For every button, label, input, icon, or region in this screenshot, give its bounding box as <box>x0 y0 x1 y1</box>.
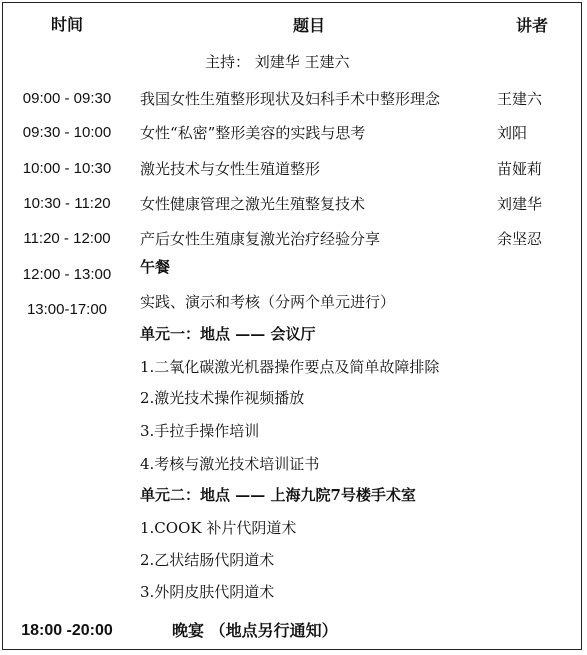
session-time: 10:30 - 11:20 <box>23 195 111 212</box>
session-speaker: 王建六 <box>497 90 543 108</box>
list-item <box>0 385 587 411</box>
session-time: 11:20 - 12:00 <box>23 230 111 247</box>
list-item <box>0 418 587 444</box>
unit1-item: 4.考核与激光技术培训证书 <box>140 455 320 473</box>
unit1-heading-row <box>0 321 587 347</box>
header-topic: 题目 <box>293 16 326 35</box>
session-row <box>0 120 587 146</box>
unit1-item: 2.激光技术操作视频播放 <box>140 389 305 407</box>
dinner-row <box>0 618 587 644</box>
session-title: 女性“私密”整形美容的实践与思考 <box>140 124 366 142</box>
session-time: 10:00 - 10:30 <box>22 160 112 177</box>
lunch-time: 12:00 - 13:00 <box>22 266 112 283</box>
unit1-item: 1.二氧化碳激光机器操作要点及简单故障排除 <box>140 358 440 376</box>
session-title: 女性健康管理之激光生殖整复技术 <box>140 195 366 213</box>
unit1-heading: 单元一：地点 —— 会议厅 <box>140 325 316 343</box>
session-row <box>0 191 587 217</box>
dinner-title: 晚宴 （地点另行通知） <box>172 621 338 640</box>
list-item <box>0 547 587 573</box>
session-title: 激光技术与女性生殖道整形 <box>140 160 321 178</box>
unit1-item: 3.手拉手操作培训 <box>140 422 260 440</box>
session-title: 我国女性生殖整形现状及妇科手术中整形理念 <box>140 90 441 108</box>
header-row <box>0 13 587 39</box>
unit2-heading: 单元二：地点 —— 上海九院7号楼手术室 <box>140 486 416 504</box>
session-title: 产后女性生殖康复激光治疗经验分享 <box>140 230 381 248</box>
session-speaker: 刘建华 <box>497 195 543 213</box>
dinner-time: 18:00 -20:00 <box>21 622 113 639</box>
session-time: 09:30 - 10:00 <box>22 124 112 141</box>
unit2-heading-row <box>0 482 587 508</box>
header-speaker: 讲者 <box>516 16 549 35</box>
unit2-item: 2.乙状结肠代阴道术 <box>140 551 275 569</box>
list-item <box>0 451 587 477</box>
unit2-item: 1.COOK 补片代阴道术 <box>140 519 297 537</box>
session-row <box>0 226 587 252</box>
list-item <box>0 515 587 541</box>
lunch-time-row <box>0 262 587 288</box>
unit2-item: 3.外阴皮肤代阴道术 <box>140 583 275 601</box>
session-row <box>0 156 587 182</box>
header-time: 时间 <box>50 17 83 34</box>
host-row <box>0 49 587 75</box>
afternoon-time-row <box>0 297 587 323</box>
session-speaker: 刘阳 <box>497 124 528 142</box>
session-time: 09:00 - 09:30 <box>22 90 112 107</box>
afternoon-intro: 实践、演示和考核（分两个单元进行） <box>140 293 396 311</box>
session-speaker: 苗娅莉 <box>497 160 543 178</box>
afternoon-time: 13:00-17:00 <box>26 301 108 318</box>
session-speaker: 余坚忍 <box>497 230 543 248</box>
session-row <box>0 86 587 112</box>
host-text: 主持： 刘建华 王建六 <box>205 53 350 71</box>
list-item <box>0 354 587 380</box>
lunch-title: 午餐 <box>140 258 171 276</box>
list-item <box>0 579 587 605</box>
